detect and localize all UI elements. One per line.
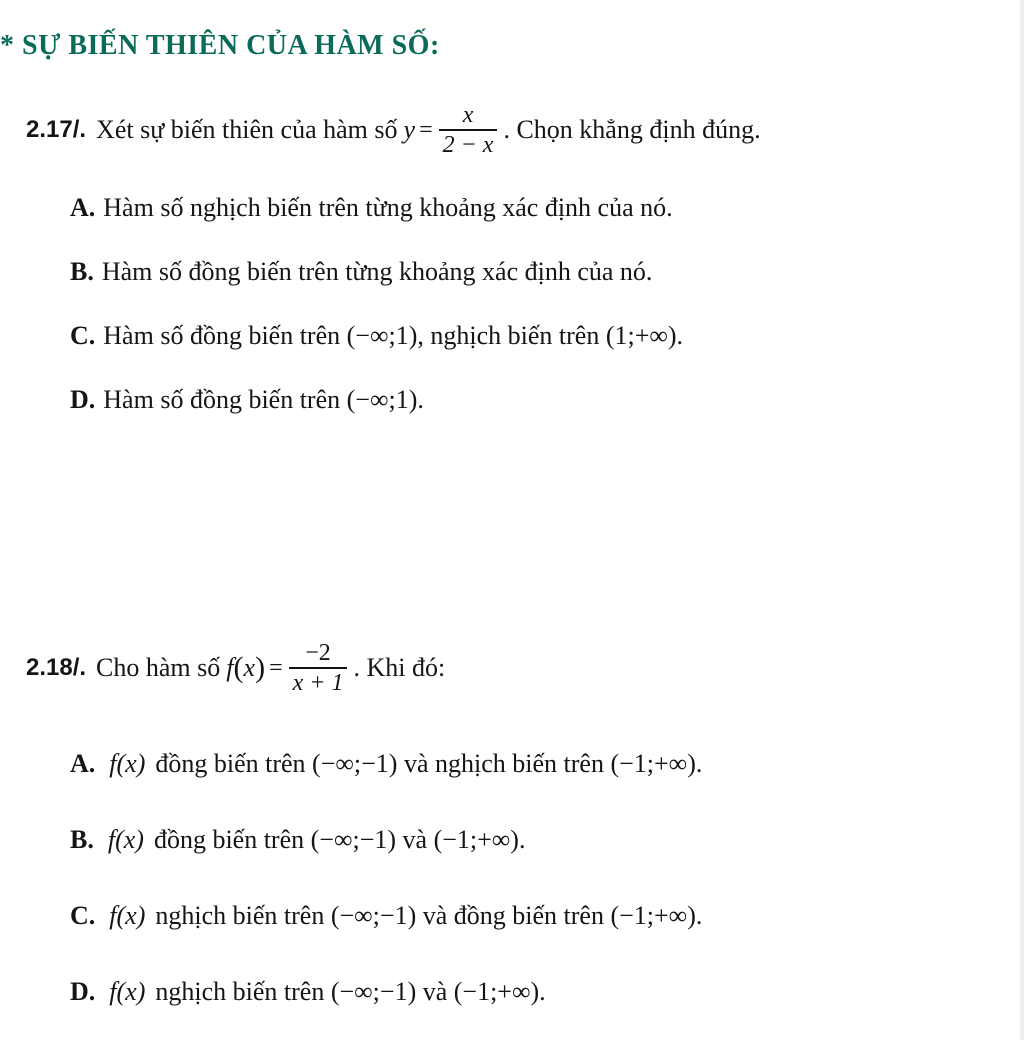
option-letter: C. <box>70 901 96 930</box>
answer-options <box>0 726 1000 1030</box>
fraction-denominator: 2 − x <box>442 132 494 158</box>
option-text: nghịch biến trên (−∞;−1) và (−1;+∞). <box>155 977 546 1006</box>
option-letter: B. <box>70 257 94 286</box>
stem-text-before: Xét sự biến thiên của hàm số <box>96 115 398 144</box>
option-text: Hàm số đồng biến trên (−∞;1), nghịch biến trên (1;+∞). <box>103 321 684 350</box>
option-a[interactable] <box>70 176 1000 240</box>
option-text: Hàm số đồng biến trên từng khoảng xác định của nó. <box>101 257 653 286</box>
fraction-numerator: x <box>462 102 474 128</box>
page-edge-line <box>1020 0 1024 1040</box>
formula-lhs: y <box>403 115 416 144</box>
question-2-17 <box>0 98 1000 432</box>
option-text: Hàm số nghịch biến trên từng khoảng xác định của nó. <box>103 193 673 222</box>
question-number: 2.17/. <box>26 116 87 143</box>
formula-equals: = <box>269 654 283 681</box>
section-heading: * SỰ BIẾN THIÊN CỦA HÀM SỐ: <box>0 30 440 61</box>
option-function: f(x) <box>109 901 146 930</box>
option-letter: D. <box>70 977 96 1006</box>
option-text: đồng biến trên (−∞;−1) và (−1;+∞). <box>153 825 526 854</box>
question-stem <box>0 636 1000 700</box>
option-d[interactable] <box>70 368 1000 432</box>
option-letter: A. <box>70 749 96 778</box>
stem-text-after: . Chọn khẳng định đúng. <box>503 115 761 144</box>
question-2-18 <box>0 636 1000 1030</box>
option-letter: A. <box>70 193 96 222</box>
fraction <box>289 639 348 697</box>
stem-text-after: . Khi đó: <box>353 653 446 682</box>
answer-options <box>0 176 1000 432</box>
option-letter: C. <box>70 321 96 350</box>
option-c[interactable] <box>70 304 1000 368</box>
option-function: f(x) <box>107 825 144 854</box>
option-text: đồng biến trên (−∞;−1) và nghịch biến trên (−1;+∞). <box>155 749 703 778</box>
fraction-numerator: −2 <box>305 640 331 666</box>
option-a[interactable] <box>70 726 1000 802</box>
option-function: f(x) <box>109 749 146 778</box>
option-c[interactable] <box>70 878 1000 954</box>
option-letter: B. <box>70 825 94 854</box>
option-b[interactable] <box>70 802 1000 878</box>
formula-function-name: f <box>226 653 234 682</box>
option-text: nghịch biến trên (−∞;−1) và đồng biến trên (−1;+∞). <box>155 901 703 930</box>
question-number: 2.18/. <box>26 654 87 681</box>
function-formula <box>404 101 500 159</box>
stem-text-before: Cho hàm số <box>96 653 221 682</box>
option-function: f(x) <box>109 977 146 1006</box>
formula-equals: = <box>419 116 433 143</box>
option-letter: D. <box>70 385 96 414</box>
question-stem <box>0 98 1000 162</box>
option-d[interactable] <box>70 954 1000 1030</box>
formula-argument: x <box>243 653 256 682</box>
option-b[interactable] <box>70 240 1000 304</box>
fraction <box>439 101 498 159</box>
option-text: Hàm số đồng biến trên (−∞;1). <box>103 385 424 414</box>
function-formula: f ( x ) = $\frac{-2}{x + 1}$ <box>226 639 349 697</box>
fraction-denominator: x + 1 <box>292 670 344 696</box>
